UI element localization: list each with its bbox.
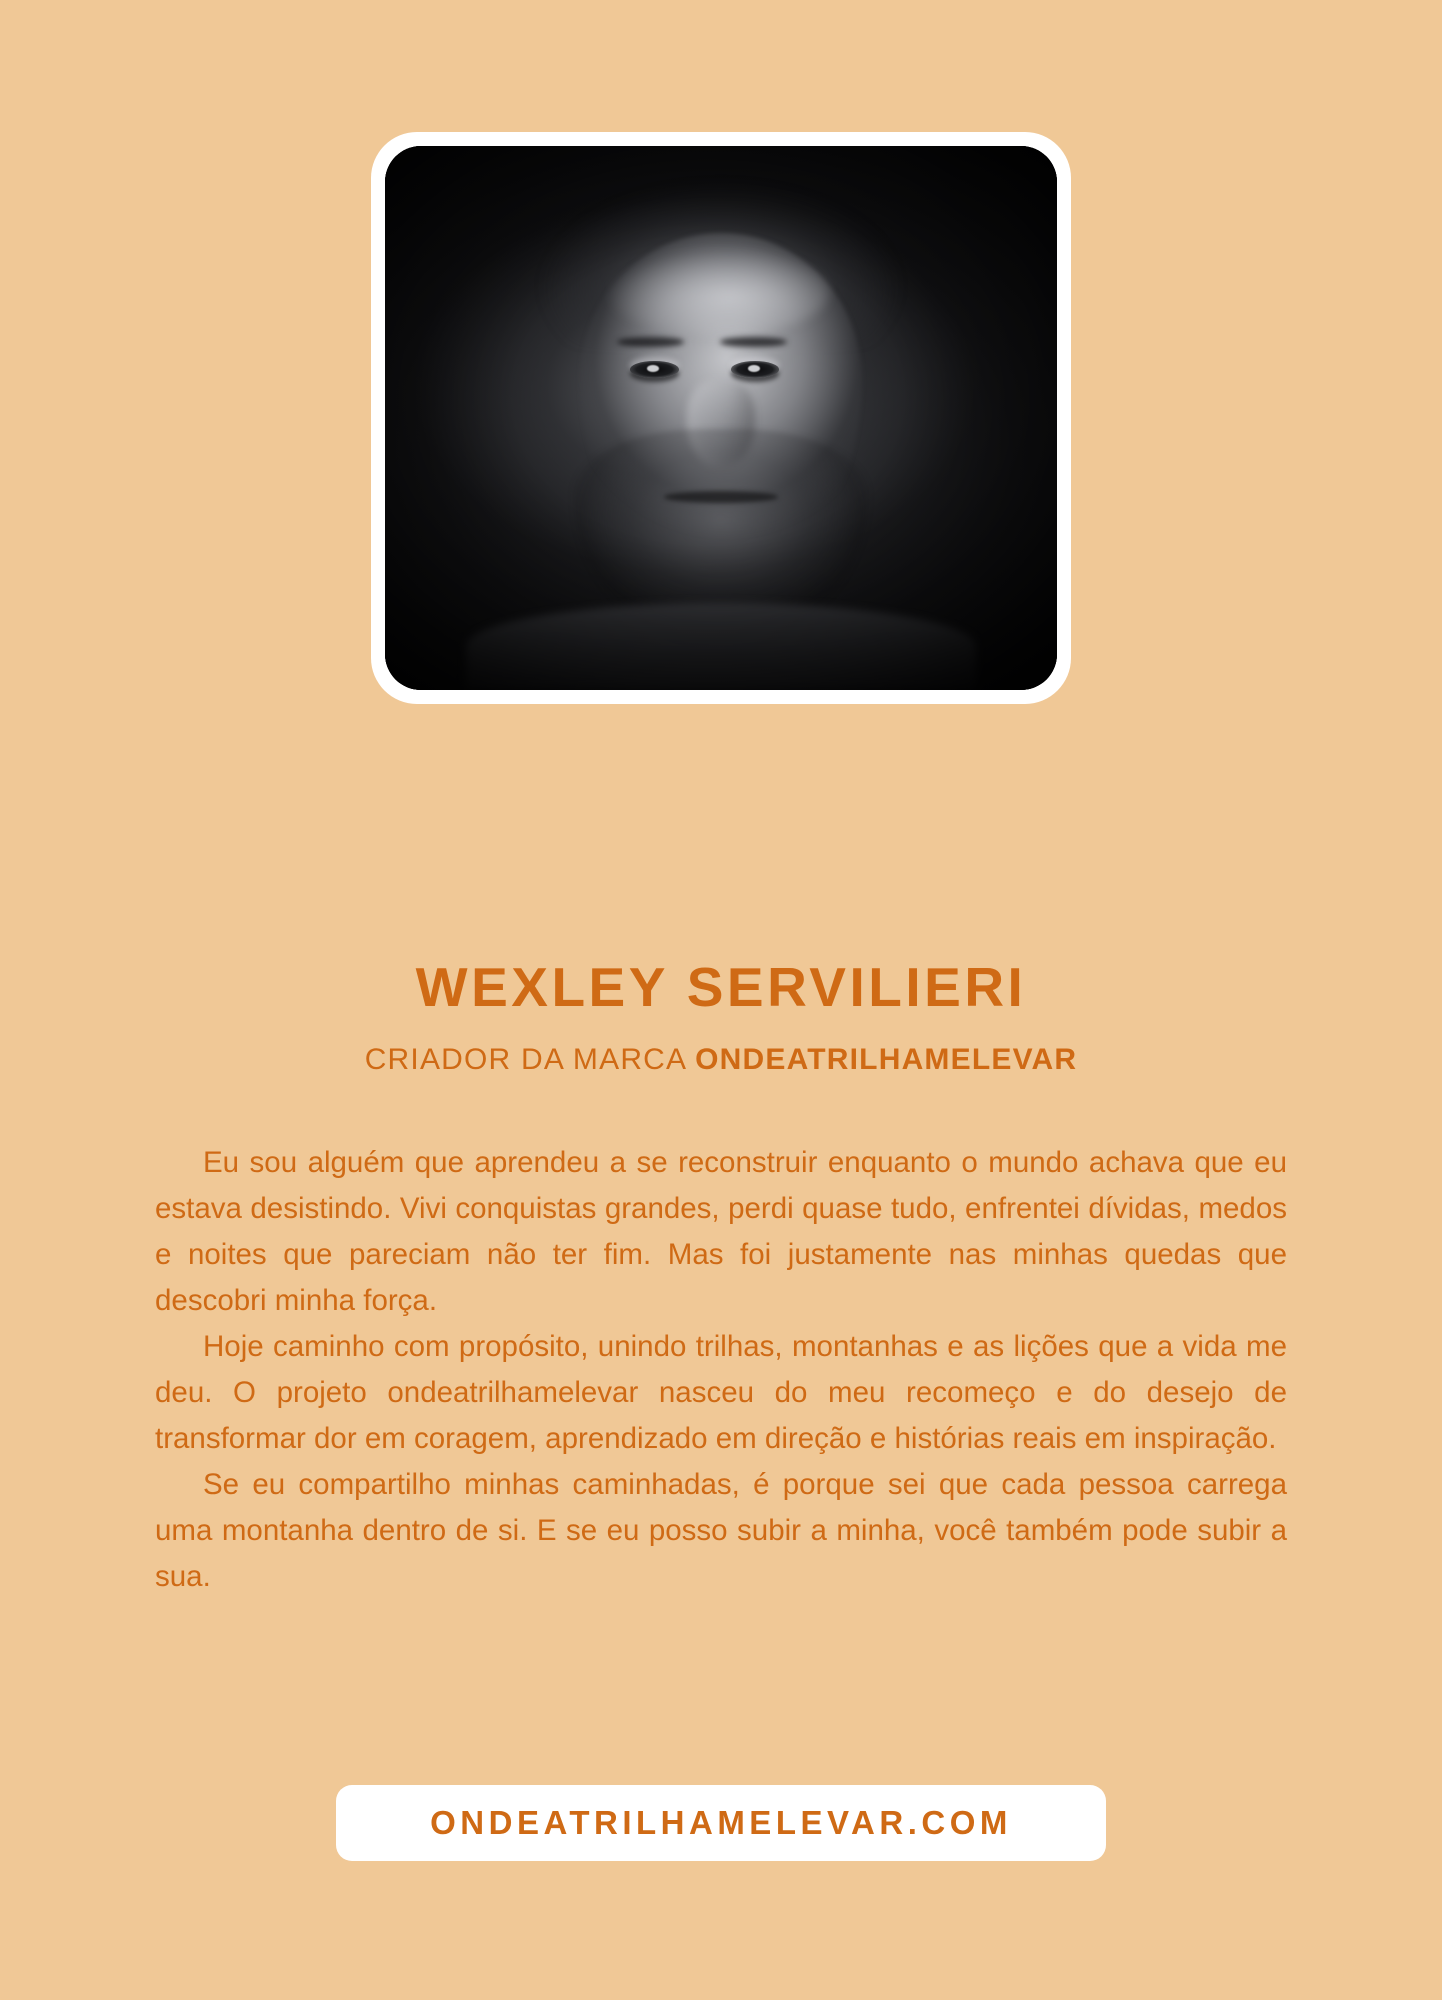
profile-role	[0, 1043, 1442, 1077]
website-button[interactable]	[336, 1785, 1106, 1861]
bio-paragraph: Eu sou alguém que aprendeu a se reconstruir enquanto o mundo achava que eu estava desistindo. Vivi conquistas grandes, perdi quase tudo, enfrentei dívidas, medos e noites que pareciam não ter fim. Mas foi justamente nas minhas quedas que descobri minha força.	[155, 1146, 1287, 1317]
bio-paragraph: Se eu compartilho minhas caminhadas, é porque sei que cada pessoa carrega uma montanha dentro de si. E se eu posso subir a minha, você também pode subir a sua.	[155, 1468, 1287, 1593]
portrait-frame	[371, 132, 1071, 704]
bio-text	[155, 1140, 1287, 1600]
profile-brand: ONDEATRILHAMELEVAR	[695, 1043, 1078, 1076]
website-button-label: ONDEATRILHAMELEVAR.COM	[430, 1804, 1012, 1841]
portrait-vignette	[385, 146, 1057, 690]
page-title: WEXLEY SERVILIERI	[415, 956, 1027, 1018]
profile-role-prefix: CRIADOR DA MARCA	[364, 1043, 696, 1076]
portrait-photo	[385, 146, 1057, 690]
bio-paragraph: Hoje caminho com propósito, unindo trilhas, montanhas e as lições que a vida me deu. O projeto ondeatrilhamelevar nasceu do meu recomeço e do desejo de transformar dor em coragem, aprendizado em direção e histórias reais em inspiração.	[155, 1330, 1287, 1455]
